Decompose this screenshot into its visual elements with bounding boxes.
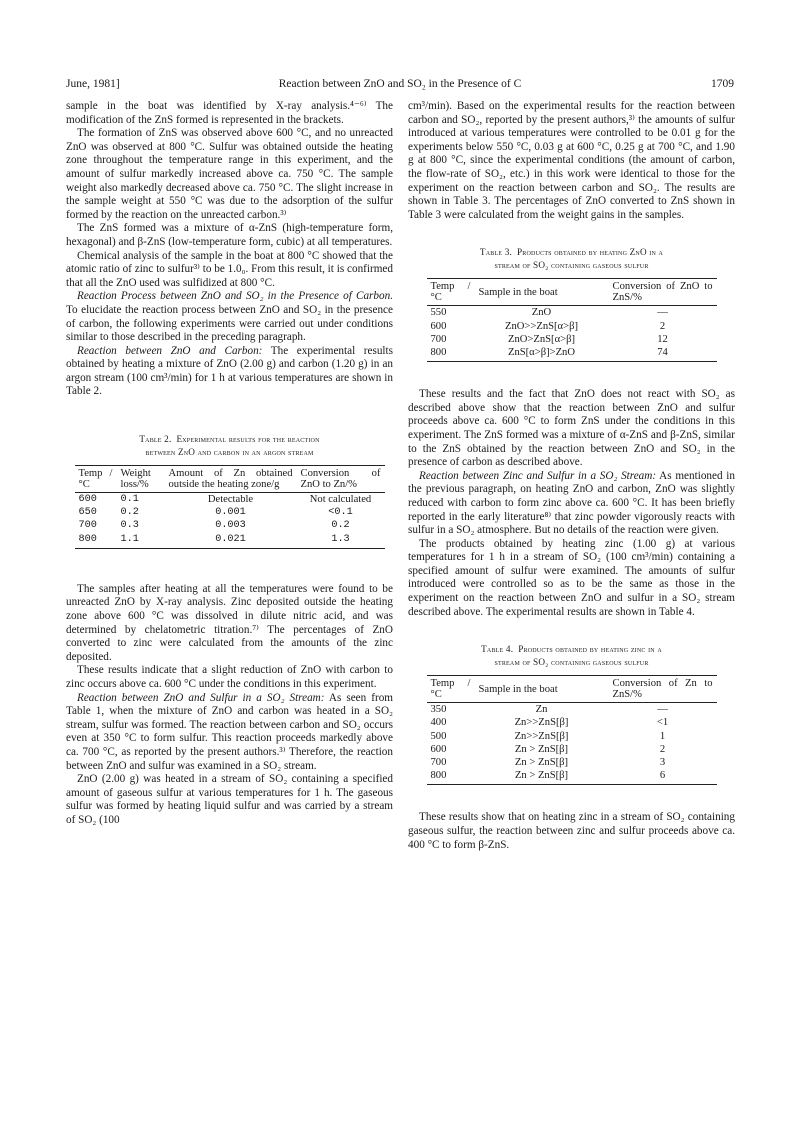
left-column [66, 100, 393, 828]
paragraph: The samples after heating at all the temperatures were found to be unreacted ZnO by X-ray analysis. Zinc deposited outside the heating zone above 600 °C was dissolved in dilute nitric acid, and was determined by chelatometric titration.⁷⁾ The percentages of ZnO converted to zinc were calculated from the amounts of the zinc deposited. [66, 582, 393, 663]
table-header-row [427, 279, 717, 306]
table-row: 700 0.3 0.003 0.2 [78, 520, 350, 532]
table-row: 800 ZnS[α>β]>ZnO 74 [427, 346, 717, 362]
paragraph: ZnO (2.00 g) was heated in a stream of SO₂ containing a specified amount of gaseous sulfur at various temperatures for 1 h. The gaseous sulfur was formed by heating liquid sulfur and was carried by a stream of SO₂ (100 [66, 773, 393, 826]
paragraph [66, 692, 393, 774]
table-header: Sample in the boat [475, 279, 609, 306]
table2 [75, 465, 385, 549]
table-header-row [75, 466, 385, 493]
paragraph: The formation of ZnS was observed above 600 °C, and no unreacted ZnO was observed at 800 °C. Sulfur was obtained outside the heating zone throughout the temperature range in this experiment, and the amount of sulfur markedly increased above ca. 750 °C. The sample weight also markedly decreased above ca. 750 °C. The slight increase in the sample weight at 550 °C was due to the adsorption of the sulfur formed by the reaction on the unreacted carbon.³⁾ [66, 127, 393, 221]
paragraph [66, 345, 393, 399]
table-row: 600 Zn > ZnS[β] 2 [430, 743, 666, 755]
table-header-row [427, 676, 717, 703]
table-row: 350 Zn — [430, 704, 668, 716]
table-row: 600 ZnO>>ZnS[α>β] 2 [430, 320, 666, 332]
table-row: 550 ZnO — [430, 307, 668, 319]
table4-caption: Table 4. Products obtained by heating zinc in a stream of SO₂ containing gaseous sulfur [481, 644, 662, 668]
table3-caption: Table 3. Products obtained by heating ZnO in a stream of SO₂ containing gaseous sulfur [479, 247, 664, 271]
section-heading: Reaction between ZnO and Sulfur in a SO₂ Stream: [77, 691, 325, 704]
paragraph-body: As seen from Table 1, when the mixture of ZnO and carbon was heated in a SO₂ stream, sulfur was formed. The reaction between carbon and SO₂ occurs even at 350 °C to form sulfur. This reaction proceeds markedly above ca. 700 °C, as reported by the present authors.³⁾ Therefore, the reaction between ZnO and sulfur was examined in a SO₂ stream. [66, 691, 393, 772]
paragraph [66, 290, 393, 344]
table-header: Sample in the boat [475, 676, 609, 703]
paragraph: The products obtained by heating zinc (1.00 g) at various temperatures for 1 h in a stream of SO₂ (100 cm³/min) containing a specified amount of sulfur were examined. The amounts of sulfur introduced were controlled so as to be the same as those in the experiment on the reaction between ZnO and sulfur in a SO₂ stream described above. The experimental results are shown in Table 4. [408, 537, 735, 618]
table-row: 600 0.1 Detectable Not calculated [78, 494, 372, 506]
page-number: 1709 [711, 78, 734, 90]
paragraph: cm³/min). Based on the experimental results for the reaction between carbon and SO₂, reported by the present authors,³⁾ the amounts of sulfur introduced at various temperatures were controlled to be 0.01 g for the experiments below 550 °C, 0.03 g at 600 °C, 0.25 g at 700 °C, and 1.90 g at 800 °C, since the experimental conditions (the amount of carbon, the flow-rate of SO₂, etc.) in this work were identical to those for the experiment on the reaction between carbon and SO₂. The results are shown in Table 3. The percentages of ZnO converted to ZnS shown in Table 3 were calculated from the weight gains in the samples. [408, 100, 735, 221]
table-row: 700 ZnO>ZnS[α>β] 12 [430, 333, 668, 345]
table-header: Conversion of ZnO to ZnS/% [609, 279, 717, 306]
table-row: 800 1.1 0.021 1.3 [75, 533, 385, 549]
paragraph: The ZnS formed was a mixture of α-ZnS (high-temperature form, hexagonal) and β-ZnS (low-temperature form, cubic) at all temperatures. [66, 222, 393, 248]
table-row: 500 Zn>>ZnS[β] 1 [430, 730, 666, 742]
header-title: Reaction between ZnO and SO₂ in the Presence of C [278, 78, 522, 90]
paragraph: These results show that on heating zinc in a stream of SO₂ containing gaseous sulfur, the reaction between zinc and sulfur proceeds above ca. 400 °C to form β-ZnS. [408, 811, 735, 851]
table3 [427, 278, 717, 362]
table-header: Conversion of Zn to ZnS/% [609, 676, 717, 703]
paragraph-body: As mentioned in the previous paragraph, on heating ZnO and carbon, ZnO was slightly reduced with carbon to form zinc above ca. 600 °C. It has been briefly reported in the early literature⁸⁾ that zinc powder vigorously reacts with sulfur in a SO₂ atmosphere. But no details of the reaction were given. [408, 469, 735, 537]
paragraph: Chemical analysis of the sample in the boat at 800 °C showed that the atomic ratio of zinc to sulfur³⁾ to be 1.0₀. From this result, it is confirmed that all the ZnO used was sulfidized at 800 °C. [66, 249, 393, 289]
paragraph-body: The experimental results obtained by heating a mixture of ZnO (2.00 g) and carbon (1.20 g) in an argon stream (100 cm³/min) for 1 h at various temperatures are shown in Table 2. [66, 344, 393, 398]
paragraph: These results and the fact that ZnO does not react with SO₂ as described above show that the reaction between ZnO and sulfur proceeds above ca. 600 °C to form ZnS under the conditions in this experiment. The ZnS formed was a mixture of α-ZnS and β-ZnS, similar to the ZnS obtained by the reaction between ZnO and SO₂ in the presence of carbon as described above. [408, 388, 735, 469]
table-header: Temp /°C [427, 676, 475, 703]
table-row: 800 Zn > ZnS[β] 6 [427, 769, 717, 785]
table-header: Amount of Zn obtained outside the heating zone/g [165, 466, 297, 493]
running-header [66, 78, 734, 96]
table-row: 650 0.2 0.001 <0.1 [78, 507, 353, 519]
section-heading: Reaction between ZnO and Carbon: [77, 344, 263, 357]
paragraph: sample in the boat was identified by X-ray analysis.⁴⁻⁶⁾ The modification of the ZnS formed is represented in the brackets. [66, 100, 393, 126]
paragraph: These results indicate that a slight reduction of ZnO with carbon to zinc occurs above ca. 600 °C under the conditions in this experiment. [66, 664, 393, 691]
table-header: Weight loss/% [117, 466, 165, 493]
header-date: June, 1981] [66, 78, 120, 90]
section-heading: Reaction between Zinc and Sulfur in a SO₂ Stream: [419, 469, 657, 482]
paragraph-body: To elucidate the reaction process between ZnO and SO₂ in the presence of carbon, the following experiments were carried out under conditions similar to those described in the preceding paragraph. [66, 303, 393, 344]
section-heading: Reaction Process between ZnO and SO₂ in the Presence of Carbon. [77, 290, 393, 303]
table2-caption: Table 2. Experimental results for the reaction between ZnO and carbon in an argon stream [139, 434, 320, 458]
table-header: Temp /°C [427, 279, 475, 306]
table-header: Temp /°C [75, 466, 117, 493]
table-header: Conversion of ZnO to Zn/% [297, 466, 385, 493]
paragraph [408, 470, 735, 538]
right-column [408, 100, 735, 852]
table-row: 400 Zn>>ZnS[β] <1 [430, 717, 669, 729]
table4 [427, 675, 717, 785]
table-row: 700 Zn > ZnS[β] 3 [430, 757, 666, 769]
